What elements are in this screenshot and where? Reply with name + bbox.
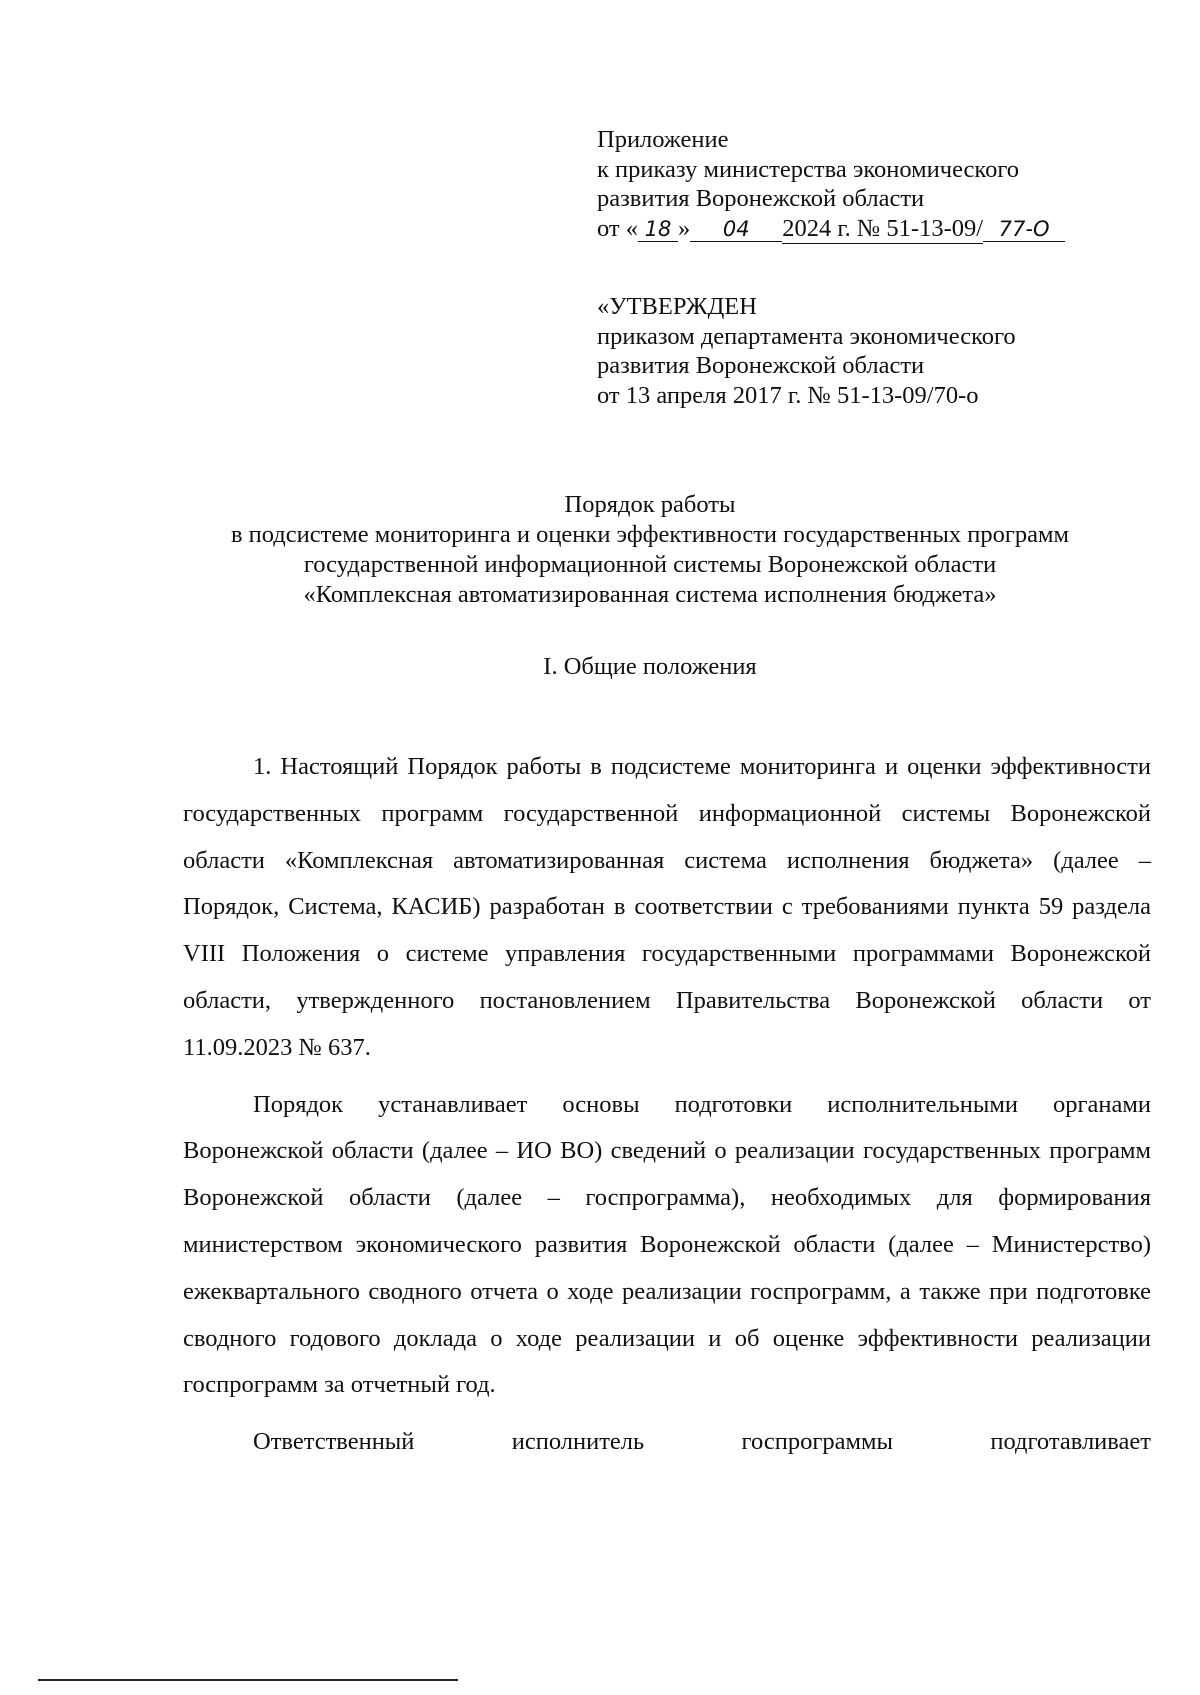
paragraph-3: Ответственный исполнитель госпрограммы подготавливает xyxy=(253,1428,1151,1456)
title-line-2: в подсистеме мониторинга и оценки эффективности государственных программ xyxy=(230,521,1070,548)
date-mid: » xyxy=(678,214,691,242)
approved-block xyxy=(597,292,1016,410)
appendix-region: развития Воронежской области xyxy=(597,185,925,212)
title-line-3: государственной информационной системы Воронежской области xyxy=(303,551,997,578)
paragraph-1: 1. Настоящий Порядок работы в подсистеме мониторинга и оценки эффективности государственных программ государственной информационной системы Воронежской области «Комплексная автоматизированная система исполнения бюджета» (далее – Порядок, Система, КАСИБ) разработан в соответствии с требованиями пункта 59 раздела VIII Положения о системе управления государственными программами Воронежской области, утвержденного постановлением Правительства Воронежской области от 11.09.2023 № 637. xyxy=(183,753,1151,1061)
title-line-4: «Комплексная автоматизированная система исполнения бюджета» xyxy=(303,581,997,608)
title-line-1: Порядок работы xyxy=(564,491,736,518)
handwritten-day: 18 xyxy=(638,217,678,242)
footer-divider xyxy=(38,1679,458,1681)
date-year-text: 2024 г. № 51-13-09/ xyxy=(782,214,983,245)
handwritten-month: 04 xyxy=(690,217,782,242)
document-title xyxy=(150,490,1150,610)
section-heading: I. Общие положения xyxy=(543,653,757,680)
approved-order: приказом департамента экономического xyxy=(597,322,1016,350)
appendix-block xyxy=(597,125,1065,244)
appendix-title: Приложение xyxy=(597,126,729,153)
appendix-order-ref: к приказу министерства экономического xyxy=(597,155,1020,183)
handwritten-order-number: 77-О xyxy=(983,217,1065,242)
paragraph-2: Порядок устанавливает основы подготовки исполнительными органами Воронежской области (далее – ИО ВО) сведений о реализации государственных программ Воронежской области (далее – госпрограмма), необходимых для формирования министерством экономического развития Воронежской области (далее – Министерство) ежеквартального сводного отчета о ходе реализации госпрограмм, а также при подготовке сводного годового доклада о ходе реализации и об оценке эффективности реализации госпрограмм за отчетный год. xyxy=(183,1090,1151,1399)
appendix-date-line xyxy=(597,214,1065,245)
date-prefix: от « xyxy=(597,214,639,242)
body-text xyxy=(183,744,1151,1476)
approved-date: от 13 апреля 2017 г. № 51-13-09/70-о xyxy=(597,381,979,409)
approved-title: «УТВЕРЖДЕН xyxy=(597,293,757,320)
approved-region: развития Воронежской области xyxy=(597,352,925,379)
